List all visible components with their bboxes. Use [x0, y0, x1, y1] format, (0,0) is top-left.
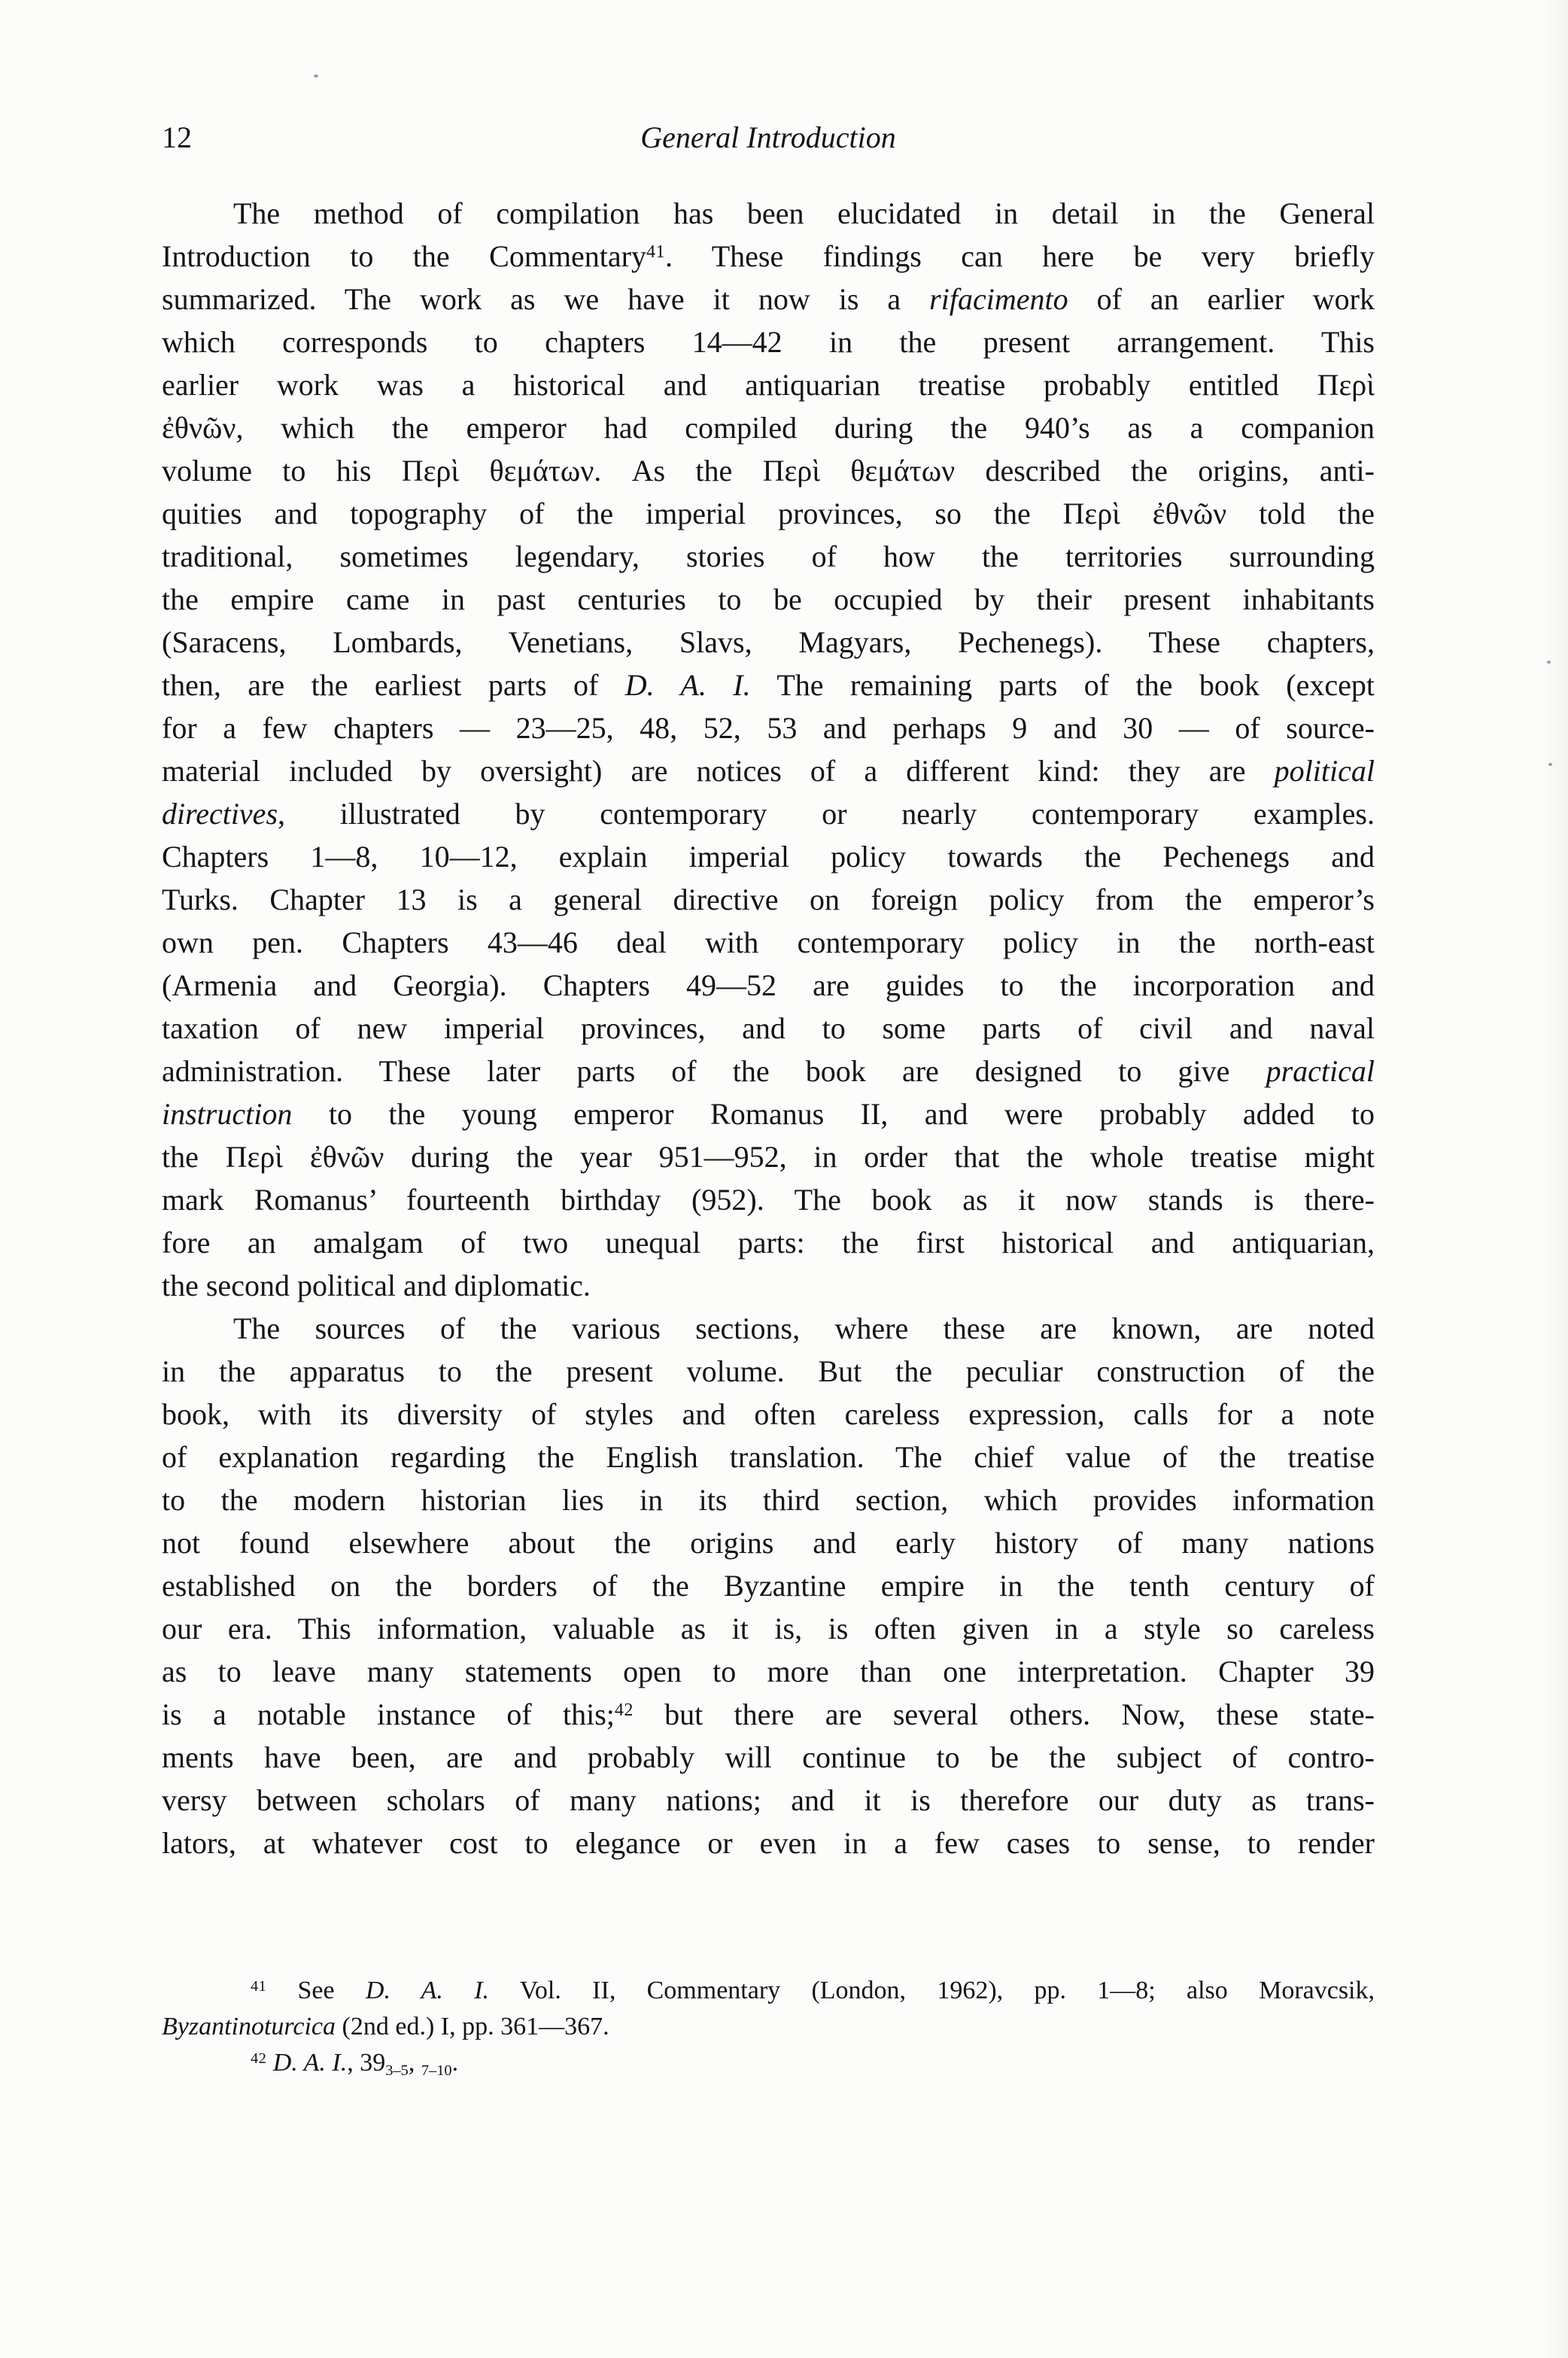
text-line [162, 278, 1375, 321]
page-header [162, 119, 1375, 156]
text-line [162, 1350, 1375, 1393]
footnotes [162, 1973, 1375, 2081]
text-line [162, 921, 1375, 964]
text-line [162, 1736, 1375, 1779]
text-line [162, 235, 1375, 278]
text-line [162, 1221, 1375, 1264]
footnote-line [162, 2009, 1375, 2045]
italic-text-run: rifacimento [929, 282, 1068, 316]
footnote-ref: 42 [614, 1700, 634, 1720]
text-line [162, 1264, 1375, 1307]
text-run: the second political and diplomatic. [162, 1269, 591, 1302]
text-run: ἐθνῶν, which the emperor had compiled during the 940’s as a companion [162, 411, 1375, 445]
footnote-ref: 41 [646, 242, 665, 262]
text-run: (Saracens, Lombards, Venetians, Slavs, Magyars, Pechenegs). These chapters, [162, 625, 1375, 659]
text-line [162, 1307, 1375, 1350]
text-line [162, 363, 1375, 406]
text-run: The remaining parts of the book (except [750, 668, 1375, 702]
text-line [162, 1564, 1375, 1607]
text-line [162, 321, 1375, 363]
paragraph [162, 1307, 1375, 1864]
text-line [162, 1007, 1375, 1050]
text-line [162, 1521, 1375, 1564]
text-line [162, 1693, 1375, 1736]
text-run: . These findings can here be very briefly [664, 239, 1375, 273]
italic-text-run: practical [1266, 1054, 1375, 1088]
footnote-line [162, 1973, 1375, 2009]
text-run: established on the borders of the Byzantine empire in the tenth century of [162, 1569, 1375, 1603]
italic-text-run: directives [162, 797, 278, 831]
text-run: Chapters 1—8, 10—12, explain imperial policy towards the Pechenegs and [162, 840, 1375, 874]
text-run: own pen. Chapters 43—46 deal with contemporary policy in the north-east [162, 925, 1375, 959]
text-run: . [451, 2049, 459, 2077]
text-line [162, 1050, 1375, 1092]
italic-text-run: D. A. I. [365, 1977, 490, 2004]
text-line [162, 1822, 1375, 1864]
text-line [162, 1478, 1375, 1521]
text-line [162, 1436, 1375, 1478]
text-line [162, 792, 1375, 835]
text-line [162, 535, 1375, 578]
text-line [162, 664, 1375, 706]
running-title: General Introduction [640, 120, 896, 154]
text-run: Vol. II, Commentary (London, 1962), pp. 1—8; also Moravcsik, [489, 1977, 1375, 2004]
italic-text-run: D. A. I. [624, 668, 751, 702]
text-line [162, 578, 1375, 621]
text-run: the Περὶ ἐθνῶν during the year 951—952, in order that the whole treatise might [162, 1140, 1375, 1174]
text-line [162, 1135, 1375, 1178]
text-run: the empire came in past centuries to be occupied by their present inhabitants [162, 582, 1375, 616]
subscript-run: 3–5 [385, 2062, 409, 2079]
text-run: then, are the earliest parts of [162, 668, 625, 702]
text-run: volume to his Περὶ θεμάτων. As the Περὶ θεμάτων described the origins, anti- [162, 454, 1375, 488]
text-run: but there are several others. Now, these state- [633, 1697, 1375, 1731]
text-run: The sources of the various sections, where these are known, are noted [233, 1311, 1375, 1345]
scan-speck [1548, 763, 1552, 766]
text-run: earlier work was a historical and antiquarian treatise probably entitled Περὶ [162, 368, 1375, 402]
text-run: The method of compilation has been elucidated in detail in the General [233, 196, 1375, 230]
text-line [162, 449, 1375, 492]
text-run: Turks. Chapter 13 is a general directive on foreign policy from the emperor’s [162, 883, 1375, 916]
subscript-run: 7–10 [421, 2062, 452, 2079]
text-line [162, 835, 1375, 878]
body-text [162, 192, 1375, 1864]
text-run: which corresponds to chapters 14—42 in the present arrangement. This [162, 325, 1375, 359]
text-run: , [408, 2049, 421, 2077]
text-run: our era. This information, valuable as it is, is often given in a style so careless [162, 1612, 1375, 1645]
text-line [162, 1393, 1375, 1436]
text-run: for a few chapters — 23—25, 48, 52, 53 and perhaps 9 and 30 — of source- [162, 711, 1375, 745]
text-run: (2nd ed.) I, pp. 361—367. [336, 2013, 609, 2040]
page-number: 12 [162, 120, 192, 154]
scan-speck [314, 74, 318, 77]
text-line [162, 621, 1375, 664]
text-run: is a notable instance of this; [162, 1697, 615, 1731]
footnote-line [162, 2045, 1375, 2081]
footnote-ref: 42 [251, 2050, 267, 2067]
text-run: lators, at whatever cost to elegance or even in a few cases to sense, to render [162, 1826, 1375, 1860]
text-run: traditional, sometimes legendary, stories of how the territories surrounding [162, 539, 1375, 573]
text-run: See [266, 1977, 366, 2004]
text-run: to the modern historian lies in its third section, which provides information [162, 1483, 1375, 1517]
italic-text-run: instruction [162, 1097, 293, 1131]
text-run: summarized. The work as we have it now is a [162, 282, 930, 316]
text-run: administration. These later parts of the book are designed to give [162, 1054, 1266, 1088]
text-run: ments have been, are and probably will continue to be the subject of contro- [162, 1740, 1375, 1774]
text-run: versy between scholars of many nations; and it is therefore our duty as trans- [162, 1783, 1375, 1817]
text-run: book, with its diversity of styles and often careless expression, calls for a note [162, 1397, 1375, 1431]
text-run: fore an amalgam of two unequal parts: the first historical and antiquarian, [162, 1226, 1375, 1260]
text-run: quities and topography of the imperial provinces, so the Περὶ ἐθνῶν told the [162, 497, 1375, 530]
text-run: mark Romanus’ fourteenth birthday (952). The book as it now stands is there- [162, 1183, 1375, 1217]
text-run: , illustrated by contemporary or nearly contemporary examples. [278, 797, 1375, 831]
text-run [266, 2049, 273, 2077]
text-line [162, 1607, 1375, 1650]
text-run: not found elsewhere about the origins and early history of many nations [162, 1526, 1375, 1560]
text-run: as to leave many statements open to more than one interpretation. Chapter 39 [162, 1655, 1375, 1688]
italic-text-run: D. A. I. [272, 2049, 348, 2077]
text-run: of explanation regarding the English translation. The chief value of the treatise [162, 1440, 1375, 1474]
text-run: , 39 [347, 2049, 386, 2077]
text-line [162, 1092, 1375, 1135]
text-line [162, 749, 1375, 792]
text-run: (Armenia and Georgia). Chapters 49—52 are guides to the incorporation and [162, 968, 1375, 1002]
scan-speck [1547, 661, 1551, 664]
text-run: taxation of new imperial provinces, and to some parts of civil and naval [162, 1011, 1375, 1045]
text-line [162, 1650, 1375, 1693]
text-line [162, 406, 1375, 449]
footnote-ref: 41 [251, 1977, 267, 1995]
text-line [162, 192, 1375, 235]
text-run: material included by oversight) are notices of a different kind: they are [162, 754, 1275, 788]
italic-text-run: political [1274, 754, 1375, 788]
text-run: in the apparatus to the present volume. But the peculiar construction of the [162, 1354, 1375, 1388]
text-run: Introduction to the Commentary [162, 239, 646, 273]
text-line [162, 706, 1375, 749]
text-line [162, 878, 1375, 921]
text-line [162, 1178, 1375, 1221]
italic-text-run: Byzantinoturcica [162, 2013, 336, 2040]
text-line [162, 964, 1375, 1007]
text-line [162, 492, 1375, 535]
text-run: to the young emperor Romanus II, and were probably added to [292, 1097, 1375, 1131]
paragraph [162, 192, 1375, 1307]
text-run: of an earlier work [1068, 282, 1375, 316]
text-line [162, 1779, 1375, 1822]
